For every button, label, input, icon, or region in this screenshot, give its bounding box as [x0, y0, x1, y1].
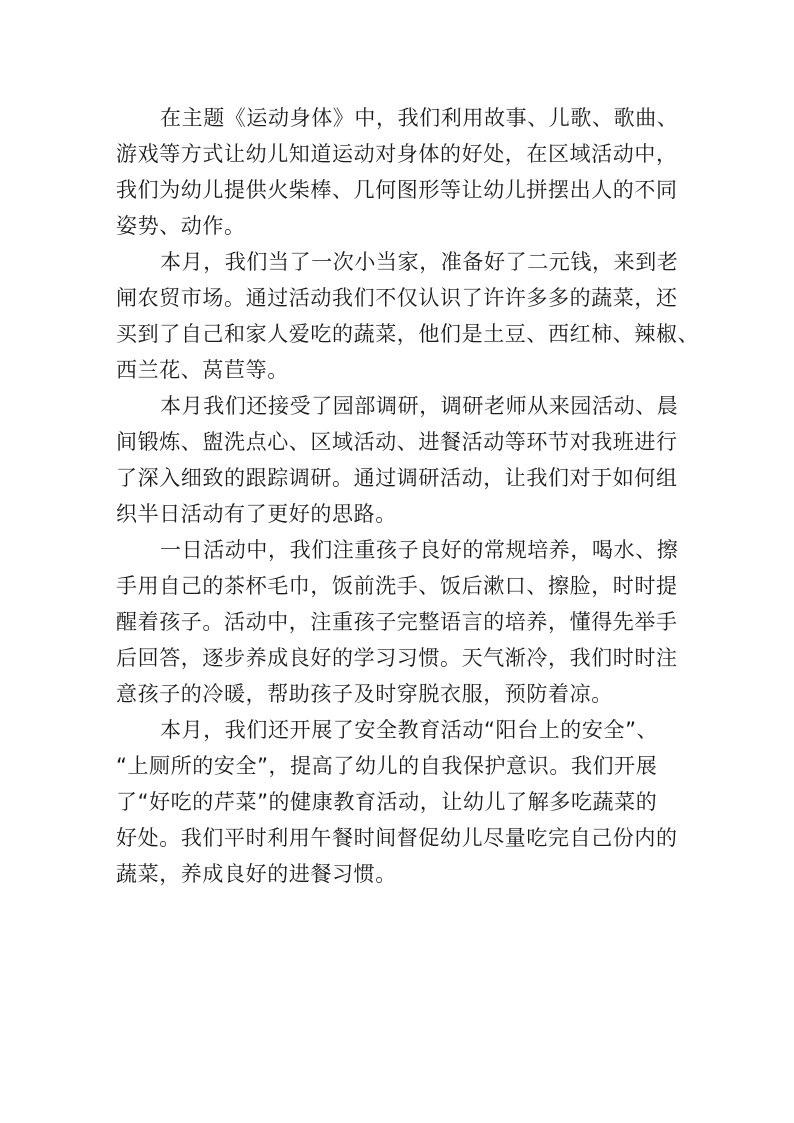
paragraph-line: 买到了自己和家人爱吃的蔬菜，他们是土豆、西红柿、辣椒、 [116, 322, 700, 346]
paragraph-line: 了深入细致的跟踪调研。通过调研活动，让我们对于如何组 [116, 466, 678, 490]
paragraph-little-housekeeper [116, 244, 700, 388]
paragraph-sports-theme [116, 100, 696, 244]
paragraph-line: 醒着孩子。活动中，注重孩子完整语言的培养，懂得先举手 [116, 610, 678, 634]
paragraph-line: 织半日活动有了更好的思路。 [116, 502, 397, 526]
paragraph-line: 西兰花、莴苣等。 [116, 358, 289, 382]
paragraph-line: 游戏等方式让幼儿知道运动对身体的好处，在区域活动中， [116, 142, 678, 166]
paragraph-line: 后回答，逐步养成良好的学习习惯。天气渐冷，我们时时注 [116, 646, 678, 670]
paragraph-line: 本月，我们当了一次小当家，准备好了二元钱，来到老 [160, 250, 679, 274]
paragraph-line: 一日活动中，我们注重孩子良好的常规培养，喝水、擦 [160, 538, 679, 562]
paragraph-daily-routine [116, 532, 696, 712]
paragraph-line: 本月我们还接受了园部调研，调研老师从来园活动、晨 [160, 394, 679, 418]
document-body [116, 100, 700, 892]
paragraph-line: 好处。我们平时利用午餐时间督促幼儿尽量吃完自己份内的 [116, 826, 678, 850]
paragraph-line: 姿势、动作。 [116, 214, 246, 238]
paragraph-line: 手用自己的茶杯毛巾，饭前洗手、饭后漱口、擦脸，时时提 [116, 574, 678, 598]
paragraph-line: 了“好吃的芹菜”的健康教育活动，让幼儿了解多吃蔬菜的 [116, 790, 658, 814]
paragraph-line: “上厕所的安全”，提高了幼儿的自我保护意识。我们开展 [116, 754, 658, 778]
paragraph-line: 闸农贸市场。通过活动我们不仅认识了许许多多的蔬菜，还 [116, 286, 678, 310]
paragraph-line: 间锻炼、盥洗点心、区域活动、进餐活动等环节对我班进行 [116, 430, 678, 454]
paragraph-line: 在主题《运动身体》中，我们利用故事、儿歌、歌曲、 [160, 106, 679, 130]
paragraph-research-visit [116, 388, 696, 532]
paragraph-safety-education [116, 712, 696, 892]
paragraph-line: 蔬菜，养成良好的进餐习惯。 [116, 862, 397, 886]
paragraph-line: 意孩子的冷暖，帮助孩子及时穿脱衣服，预防着凉。 [116, 682, 613, 706]
paragraph-line: 本月，我们还开展了安全教育活动“阳台上的安全”、 [160, 718, 659, 742]
paragraph-line: 我们为幼儿提供火柴棒、几何图形等让幼儿拼摆出人的不同 [116, 178, 678, 202]
